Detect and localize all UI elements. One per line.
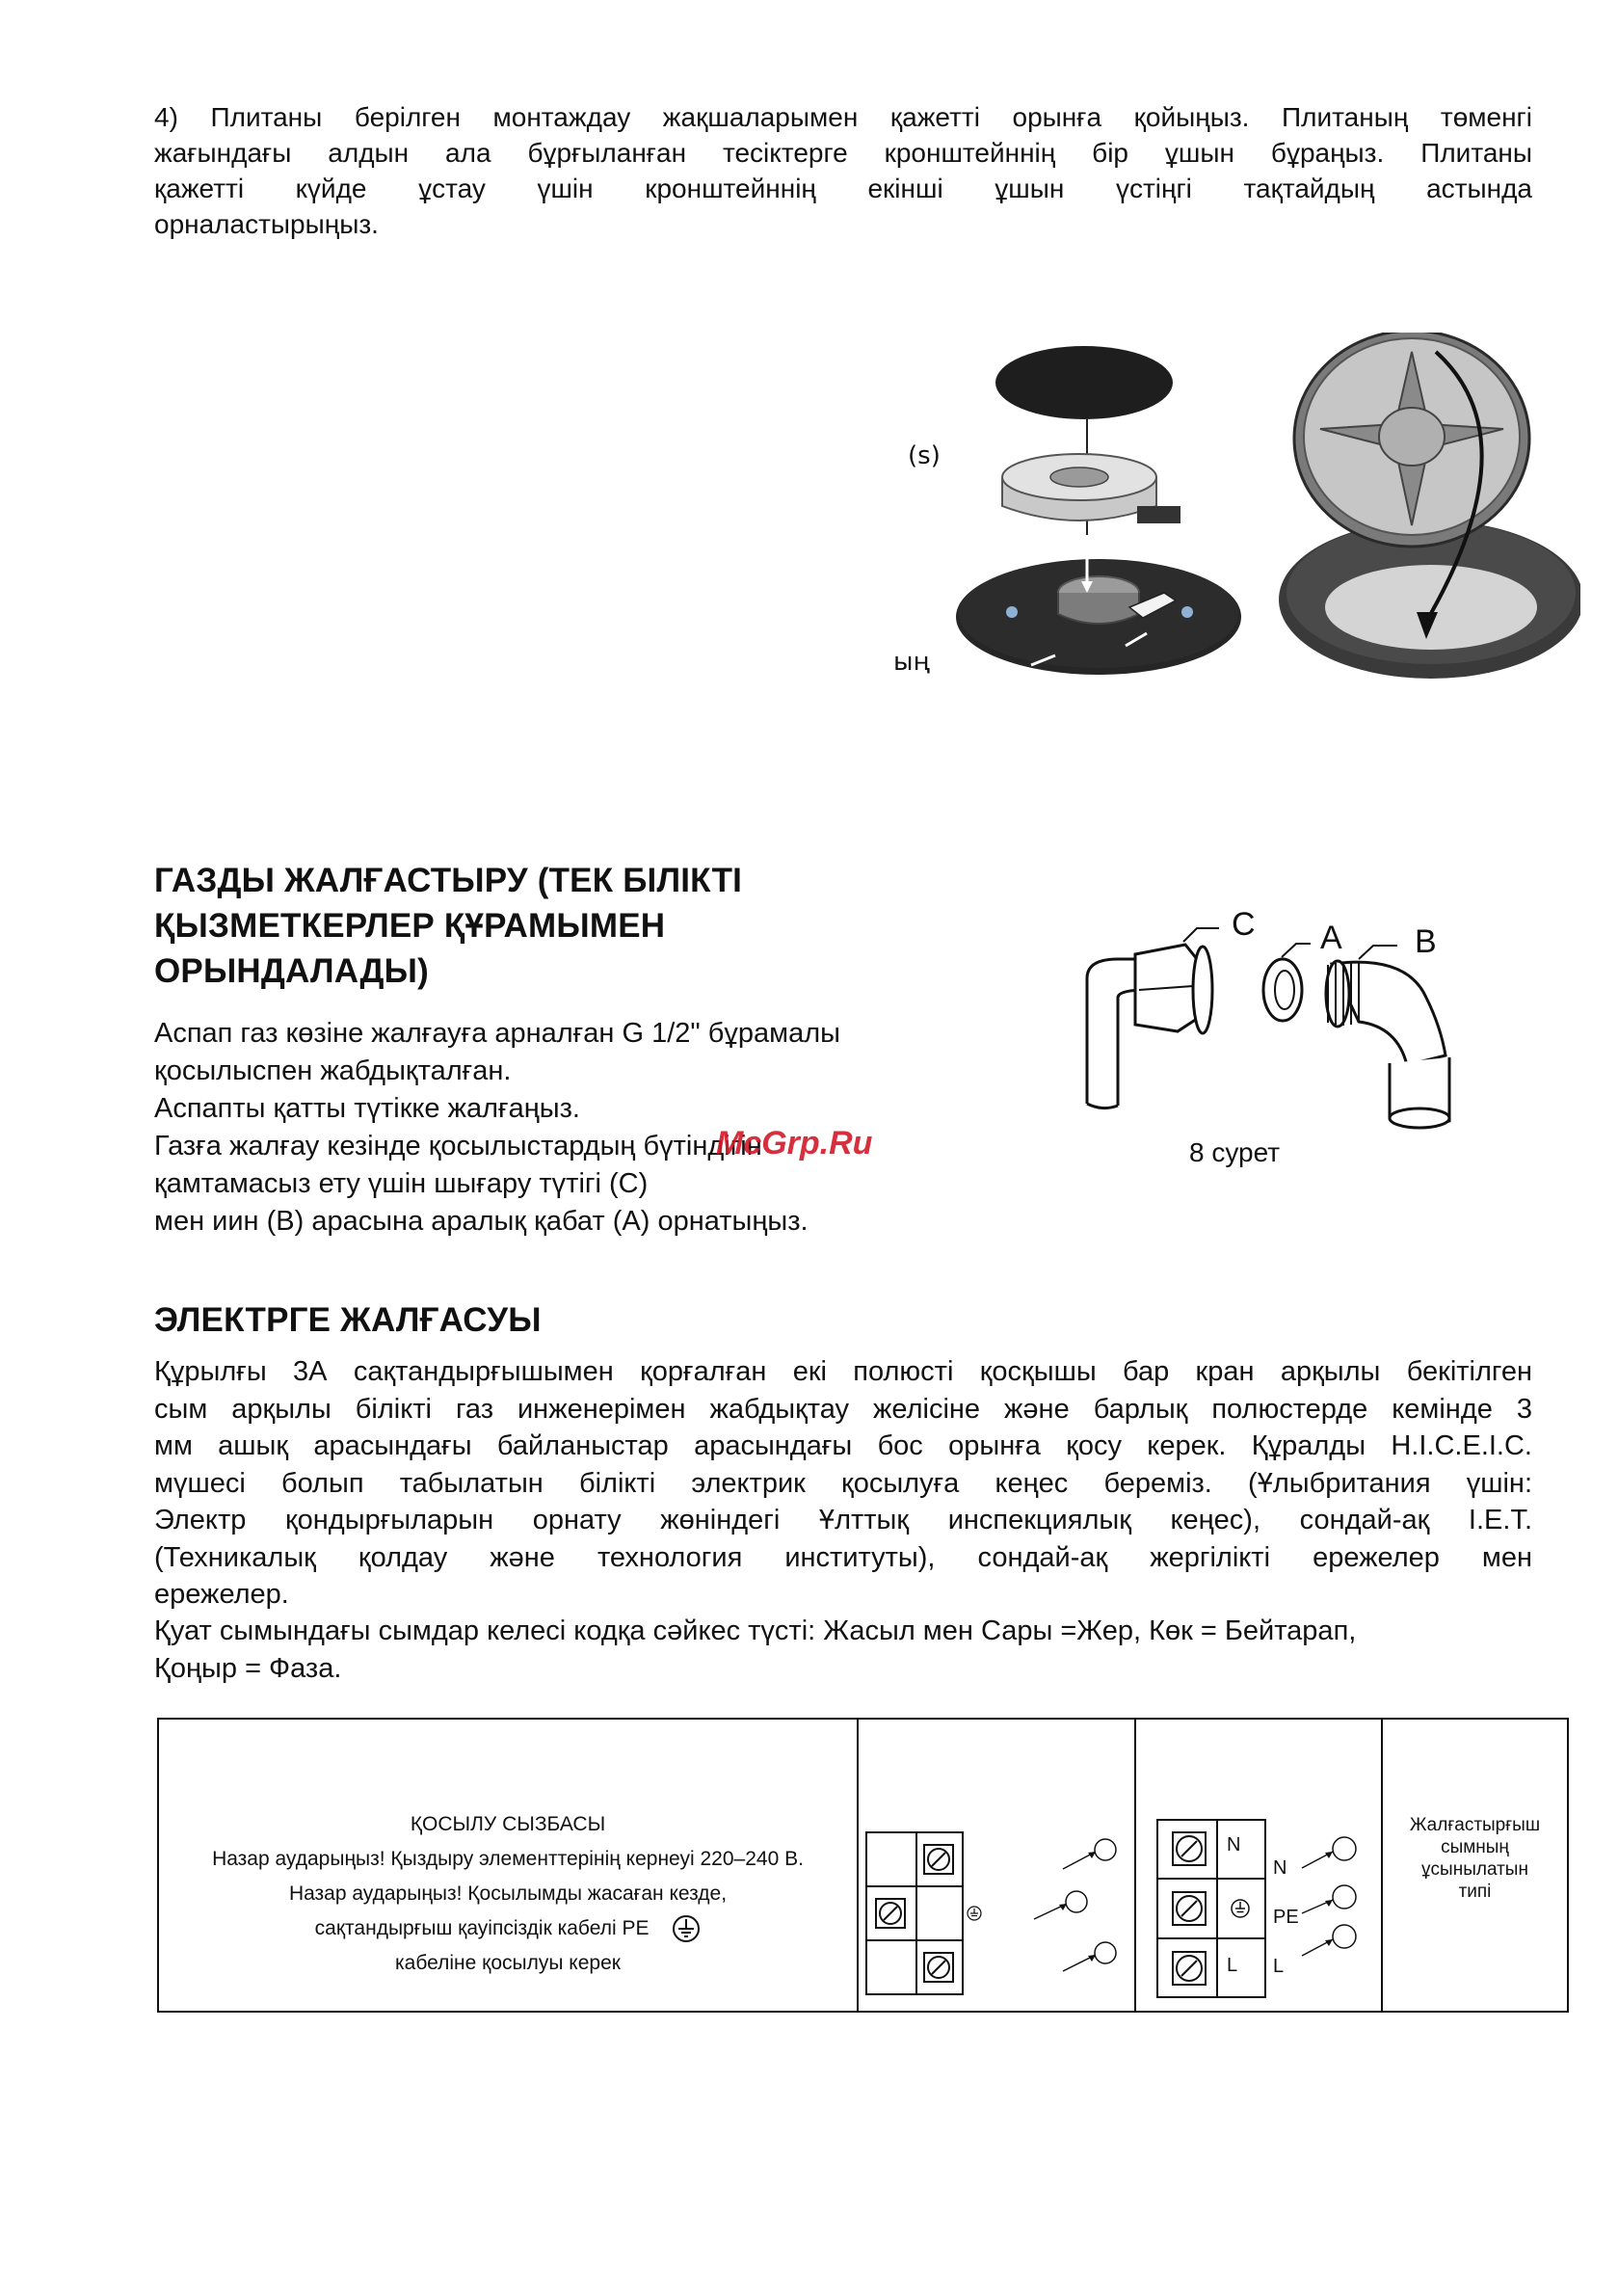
electric-line: мм ашық арасындағы байланыстар арасындағы бос орынға қосу керек. Құралды H.I.C.E.I.C. bbox=[154, 1430, 1532, 1461]
gas-body-line: қамтамасыз ету үшін шығару түтігі (C) bbox=[154, 1168, 649, 1199]
electric-section-title: ЭЛЕКТРГЕ ЖАЛҒАСУЫ bbox=[154, 1301, 542, 1339]
screw-terminal-icon bbox=[876, 1899, 905, 1928]
wire-arrow-icon bbox=[1302, 1885, 1356, 1913]
wire-colors-line: Қоңыр = Фаза. bbox=[154, 1653, 342, 1684]
figure-caption: 8 сурет bbox=[1189, 1137, 1281, 1167]
electric-line: (Техникалық қолдау және технология институты), сондай-ақ жергілікті ережелер мен bbox=[154, 1541, 1532, 1573]
burner-label-s: (s) bbox=[908, 441, 941, 470]
gas-body-line: Газға жалғау кезінде қосылыстардың бүтіндігін bbox=[154, 1131, 762, 1161]
wire-label-pe: PE bbox=[1273, 1907, 1299, 1928]
wire-colors-text bbox=[154, 1613, 1356, 1688]
screw-terminal-icon bbox=[924, 1953, 953, 1982]
electric-line: Электр қондырғыларын орнату жөніндегі Ұлттық инспекциялық кеңес), сондай-ақ I.E.T. bbox=[154, 1505, 1532, 1535]
wire-arrow-icon bbox=[1063, 1839, 1116, 1869]
wire-arrow-icon bbox=[1034, 1891, 1087, 1919]
electric-paragraph bbox=[154, 1353, 1532, 1614]
wire-label-n: N bbox=[1273, 1857, 1287, 1879]
gas-body-line: Аспап газ көзіне жалғауға арналған G 1/2" бұрамалы bbox=[154, 1018, 840, 1049]
wire-arrow-icon bbox=[1302, 1837, 1356, 1868]
wire-label-l: L bbox=[1273, 1956, 1285, 1977]
electric-line: Құрылғы 3А сақтандырғышымен қорғалған екі полюсті қосқышы бар кран арқылы бекітілген bbox=[154, 1356, 1532, 1387]
gas-body-line: мен иин (B) арасына аралық қабат (A) орнатыңыз. bbox=[154, 1206, 809, 1237]
gasket bbox=[1263, 959, 1302, 1021]
earth-ground-icon bbox=[672, 1914, 701, 1943]
gas-title-line: ГАЗДЫ ЖАЛҒАСТЫРУ (ТЕК БІЛІКТІ bbox=[154, 862, 743, 899]
wiring-warning-pe: сақтандырғыш қауіпсіздік кабелі PE bbox=[314, 1917, 650, 1939]
screw-terminal-icon bbox=[1173, 1832, 1206, 1865]
recommended-line: сымның bbox=[1441, 1837, 1509, 1857]
earth-ground-icon bbox=[968, 1907, 981, 1920]
terminal-block-diagram-2 bbox=[1136, 1720, 1381, 2011]
igniter bbox=[1137, 506, 1180, 523]
recommended-line: ұсынылатын bbox=[1421, 1859, 1528, 1880]
wiring-table bbox=[157, 1718, 1569, 2013]
intro-line: жағындағы алдын ала бұрғыланған тесіктерге кронштейннің бір ұшын бұраңыз. Плитаны bbox=[154, 138, 1532, 168]
wire-arrow-icon bbox=[1063, 1942, 1116, 1971]
burner-label-yn: ың bbox=[893, 648, 930, 677]
intro-line: 4) Плитаны берілген монтаждау жақшаларымен қажетті орынға қойыңыз. Плитаның төменгі bbox=[154, 102, 1532, 132]
recommended-line: типі bbox=[1458, 1882, 1492, 1902]
screw-terminal-icon bbox=[924, 1845, 953, 1874]
screw-terminal-icon bbox=[1173, 1892, 1206, 1925]
intro-line: қажетті күйде ұстау үшін кронштейннің екінші ұшын үстіңгі тақтайдың астында bbox=[154, 174, 1532, 203]
wiring-text-cell bbox=[158, 1719, 858, 2012]
burner-assembly-illustration bbox=[915, 333, 1580, 689]
recommended-line: Жалғастырғыш bbox=[1409, 1815, 1541, 1835]
wire-colors-line: Қуат сымындағы сымдар келесі кодқа сәйкес түсті: Жасыл мен Сары =Жер, Көк = Бейтарап, bbox=[154, 1615, 1357, 1646]
gas-title-line: ОРЫНДАЛАДЫ) bbox=[154, 952, 429, 990]
fig-label-b: B bbox=[1415, 923, 1437, 960]
wiring-warning-voltage: Назар аударыңыз! Қыздыру элементтерінің кернеуі 220–240 В. bbox=[212, 1848, 804, 1870]
fig-label-c: C bbox=[1232, 906, 1256, 943]
intro-line: орналастырыңыз. bbox=[154, 209, 379, 239]
electric-line: ережелер. bbox=[154, 1579, 289, 1610]
terminal-block-diagram-1 bbox=[859, 1720, 1134, 2011]
burner-crown bbox=[1002, 454, 1180, 523]
wire-arrow-icon bbox=[1302, 1925, 1356, 1956]
wiring-diagram-cell-2 bbox=[1135, 1719, 1382, 2012]
gas-title-line: ҚЫЗМЕТКЕРЛЕР ҚҰРАМЫМЕН bbox=[154, 907, 666, 945]
gas-body-line: қосылыспен жабдықталған. bbox=[154, 1055, 512, 1086]
recommended-cable-cell bbox=[1382, 1719, 1568, 2012]
wiring-diagram-cell-1 bbox=[858, 1719, 1135, 2012]
intro-paragraph bbox=[154, 99, 1532, 242]
screw-terminal-icon bbox=[1173, 1952, 1206, 1985]
terminal-label-l: L bbox=[1227, 1955, 1238, 1976]
wiring-title: ҚОСЫЛУ СЫЗБАСЫ bbox=[410, 1813, 606, 1835]
fig-label-a: A bbox=[1320, 920, 1342, 956]
electric-line: сым арқылы білікті газ инженерімен жабдықтау желісіне және барлық полюстерде кемінде 3 bbox=[154, 1393, 1532, 1425]
burner-assembled bbox=[1279, 333, 1580, 679]
gas-body-line: Аспапты қатты түтікке жалғаңыз. bbox=[154, 1093, 580, 1124]
wiring-warning-cable: кабеліне қосылуы керек bbox=[395, 1952, 621, 1974]
gas-section-title bbox=[154, 858, 742, 994]
wiring-warning-connection: Назар аударыңыз! Қосылымды жасаған кезде, bbox=[288, 1882, 728, 1905]
terminal-label-n: N bbox=[1227, 1834, 1241, 1855]
watermark: McGrp.Ru bbox=[716, 1125, 873, 1161]
burner-cap bbox=[995, 346, 1173, 419]
hex-nut bbox=[1135, 945, 1212, 1033]
electric-line: мүшесі болып табылатын білікті электрик қосылуға кеңес береміз. (Ұлыбритания үшін: bbox=[154, 1467, 1532, 1499]
threaded-elbow bbox=[1326, 961, 1449, 1128]
